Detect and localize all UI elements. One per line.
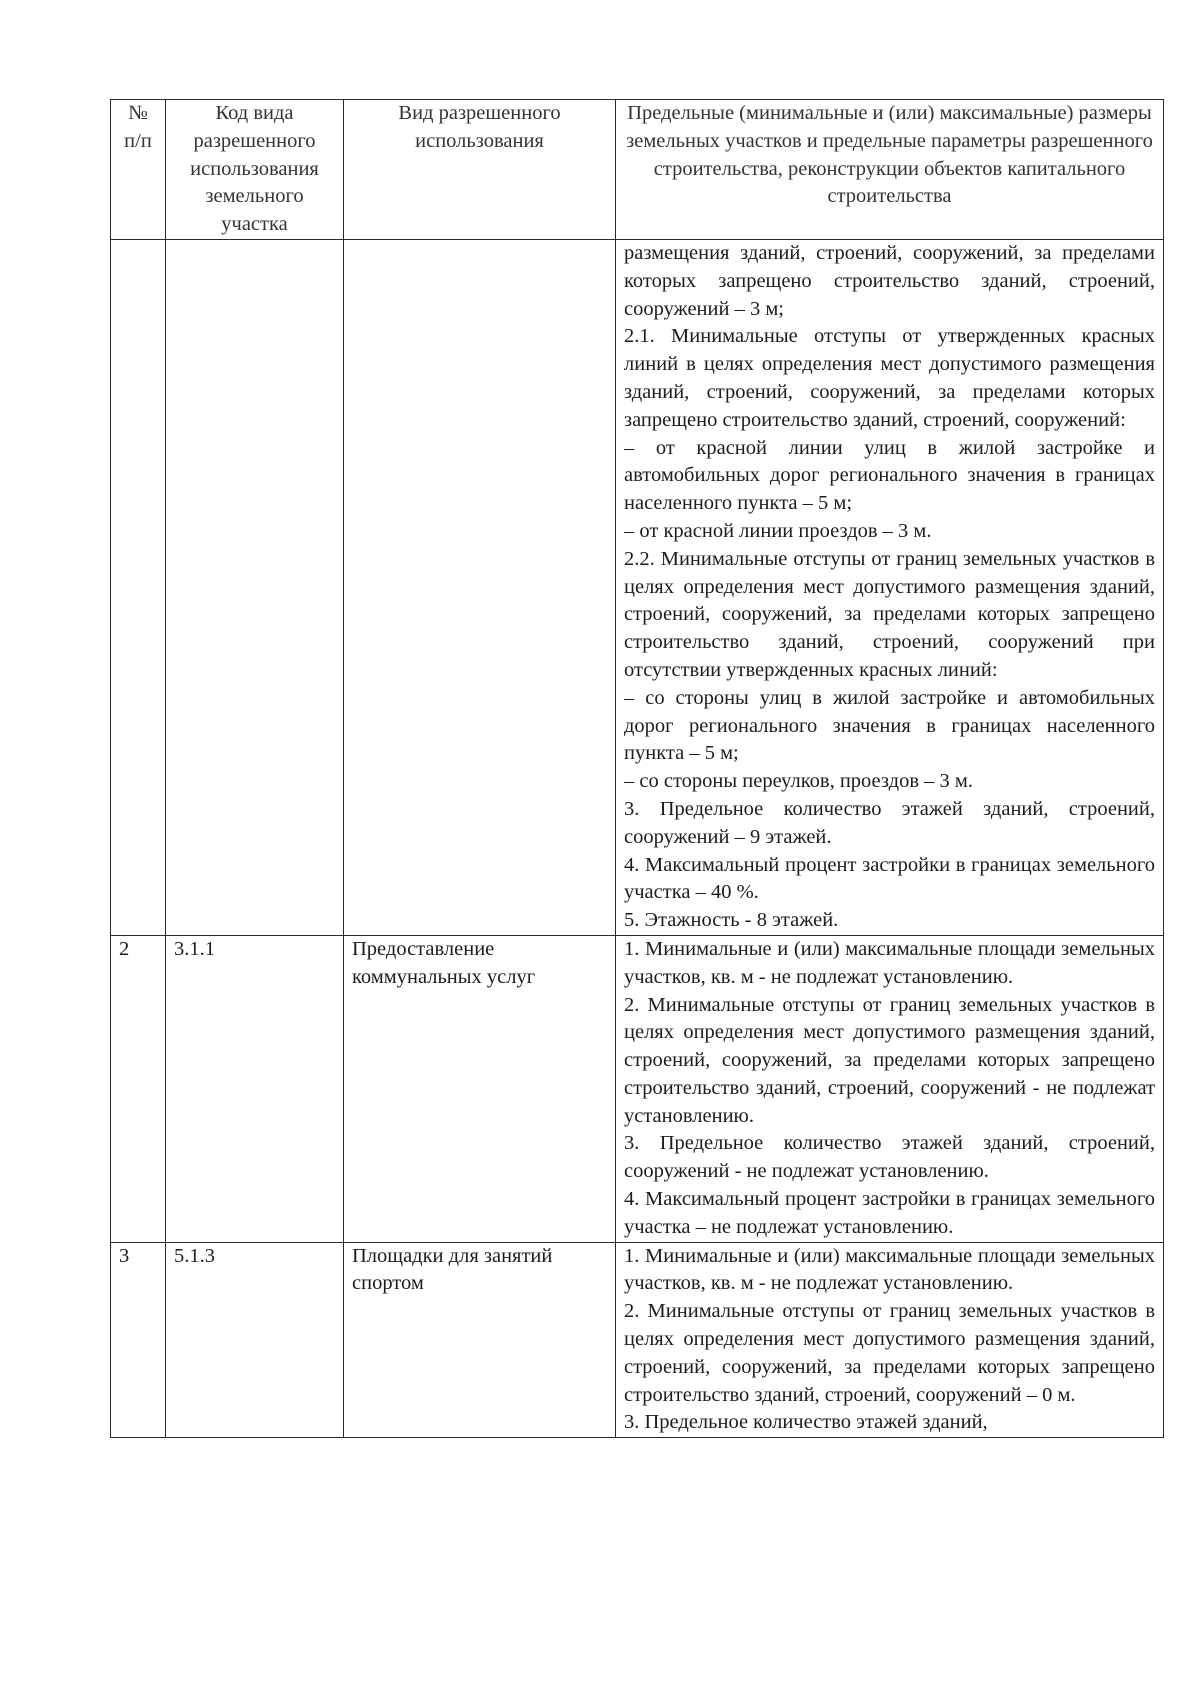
param-line: 3. Предельное количество этажей зданий, строений, сооружений - не подлежат установлению. <box>624 1132 1155 1183</box>
row-number <box>111 239 166 935</box>
row-kind: Предоставление коммунальных услуг <box>344 935 616 1242</box>
row-params <box>616 239 1164 935</box>
row-params <box>616 935 1164 1242</box>
table-row <box>111 1242 1164 1438</box>
param-line: 3. Предельное количество этажей зданий, строений, сооружений – 9 этажей. <box>624 797 1155 848</box>
param-line: 5. Этажность - 8 этажей. <box>624 909 839 932</box>
header-kind: Вид разрешенного использования <box>344 100 616 240</box>
param-line: – от красной линии улиц в жилой застройке и автомобильных дорог регионального значения в границах населенного пункта – 5 м; <box>624 436 1155 515</box>
param-line: – со стороны улиц в жилой застройке и автомобильных дорог регионального значения в границах населенного пункта – 5 м; <box>624 686 1155 765</box>
land-use-table <box>110 99 1164 1438</box>
header-params: Предельные (минимальные и (или) максимальные) размеры земельных участков и предельные параметры разрешенного строительства, реконструкции объектов капитального строительства <box>616 100 1164 240</box>
table-row <box>111 239 1164 935</box>
param-line: 2. Минимальные отступы от границ земельных участков в целях определения мест допустимого размещения зданий, строений, сооружений, за пределами которых запрещено строительство зданий, строений, сооружений – 0 м. <box>624 1300 1155 1406</box>
param-line: 3. Предельное количество этажей зданий, <box>624 1411 988 1434</box>
row-kind <box>344 239 616 935</box>
row-code <box>166 239 344 935</box>
param-line: 1. Минимальные и (или) максимальные площади земельных участков, кв. м - не подлежат установлению. <box>624 937 1155 988</box>
param-line: 1. Минимальные и (или) максимальные площади земельных участков, кв. м - не подлежат установлению. <box>624 1244 1155 1295</box>
param-line: 4. Максимальный процент застройки в границах земельного участка – не подлежат установлению. <box>624 1188 1155 1238</box>
table-row <box>111 935 1164 1242</box>
row-code: 3.1.1 <box>166 935 344 1242</box>
param-line: 2. Минимальные отступы от границ земельных участков в целях определения мест допустимого размещения зданий, строений, сооружений, за пределами которых запрещено строительство зданий, строений, сооружений - не подлежат установлению. <box>624 993 1155 1127</box>
table-header-row <box>111 100 1164 240</box>
param-line: 4. Максимальный процент застройки в границах земельного участка – 40 %. <box>624 853 1155 904</box>
row-number: 2 <box>111 935 166 1242</box>
param-line: 2.1. Минимальные отступы от утвержденных красных линий в целях определения мест допустимого размещения зданий, строений, сооружений, за пределами которых запрещено строительство зданий, строений, сооружений: <box>624 325 1155 431</box>
row-kind: Площадки для занятий спортом <box>344 1242 616 1438</box>
param-line: размещения зданий, строений, сооружений, за пределами которых запрещено строительство зданий, строений, сооружений – 3 м; <box>624 241 1155 320</box>
header-number: № п/п <box>111 100 166 240</box>
param-line: – со стороны переулков, проездов – 3 м. <box>624 770 973 793</box>
row-params <box>616 1242 1164 1438</box>
param-line: 2.2. Минимальные отступы от границ земельных участков в целях определения мест допустимого размещения зданий, строений, сооружений, за пределами которых запрещено строительство зданий, строений, сооружений при отсутствии утвержденных красных линий: <box>624 547 1155 681</box>
row-code: 5.1.3 <box>166 1242 344 1438</box>
header-code: Код вида разрешенного использования земельного участка <box>166 100 344 240</box>
row-number: 3 <box>111 1242 166 1438</box>
param-line: – от красной линии проездов – 3 м. <box>624 519 932 542</box>
